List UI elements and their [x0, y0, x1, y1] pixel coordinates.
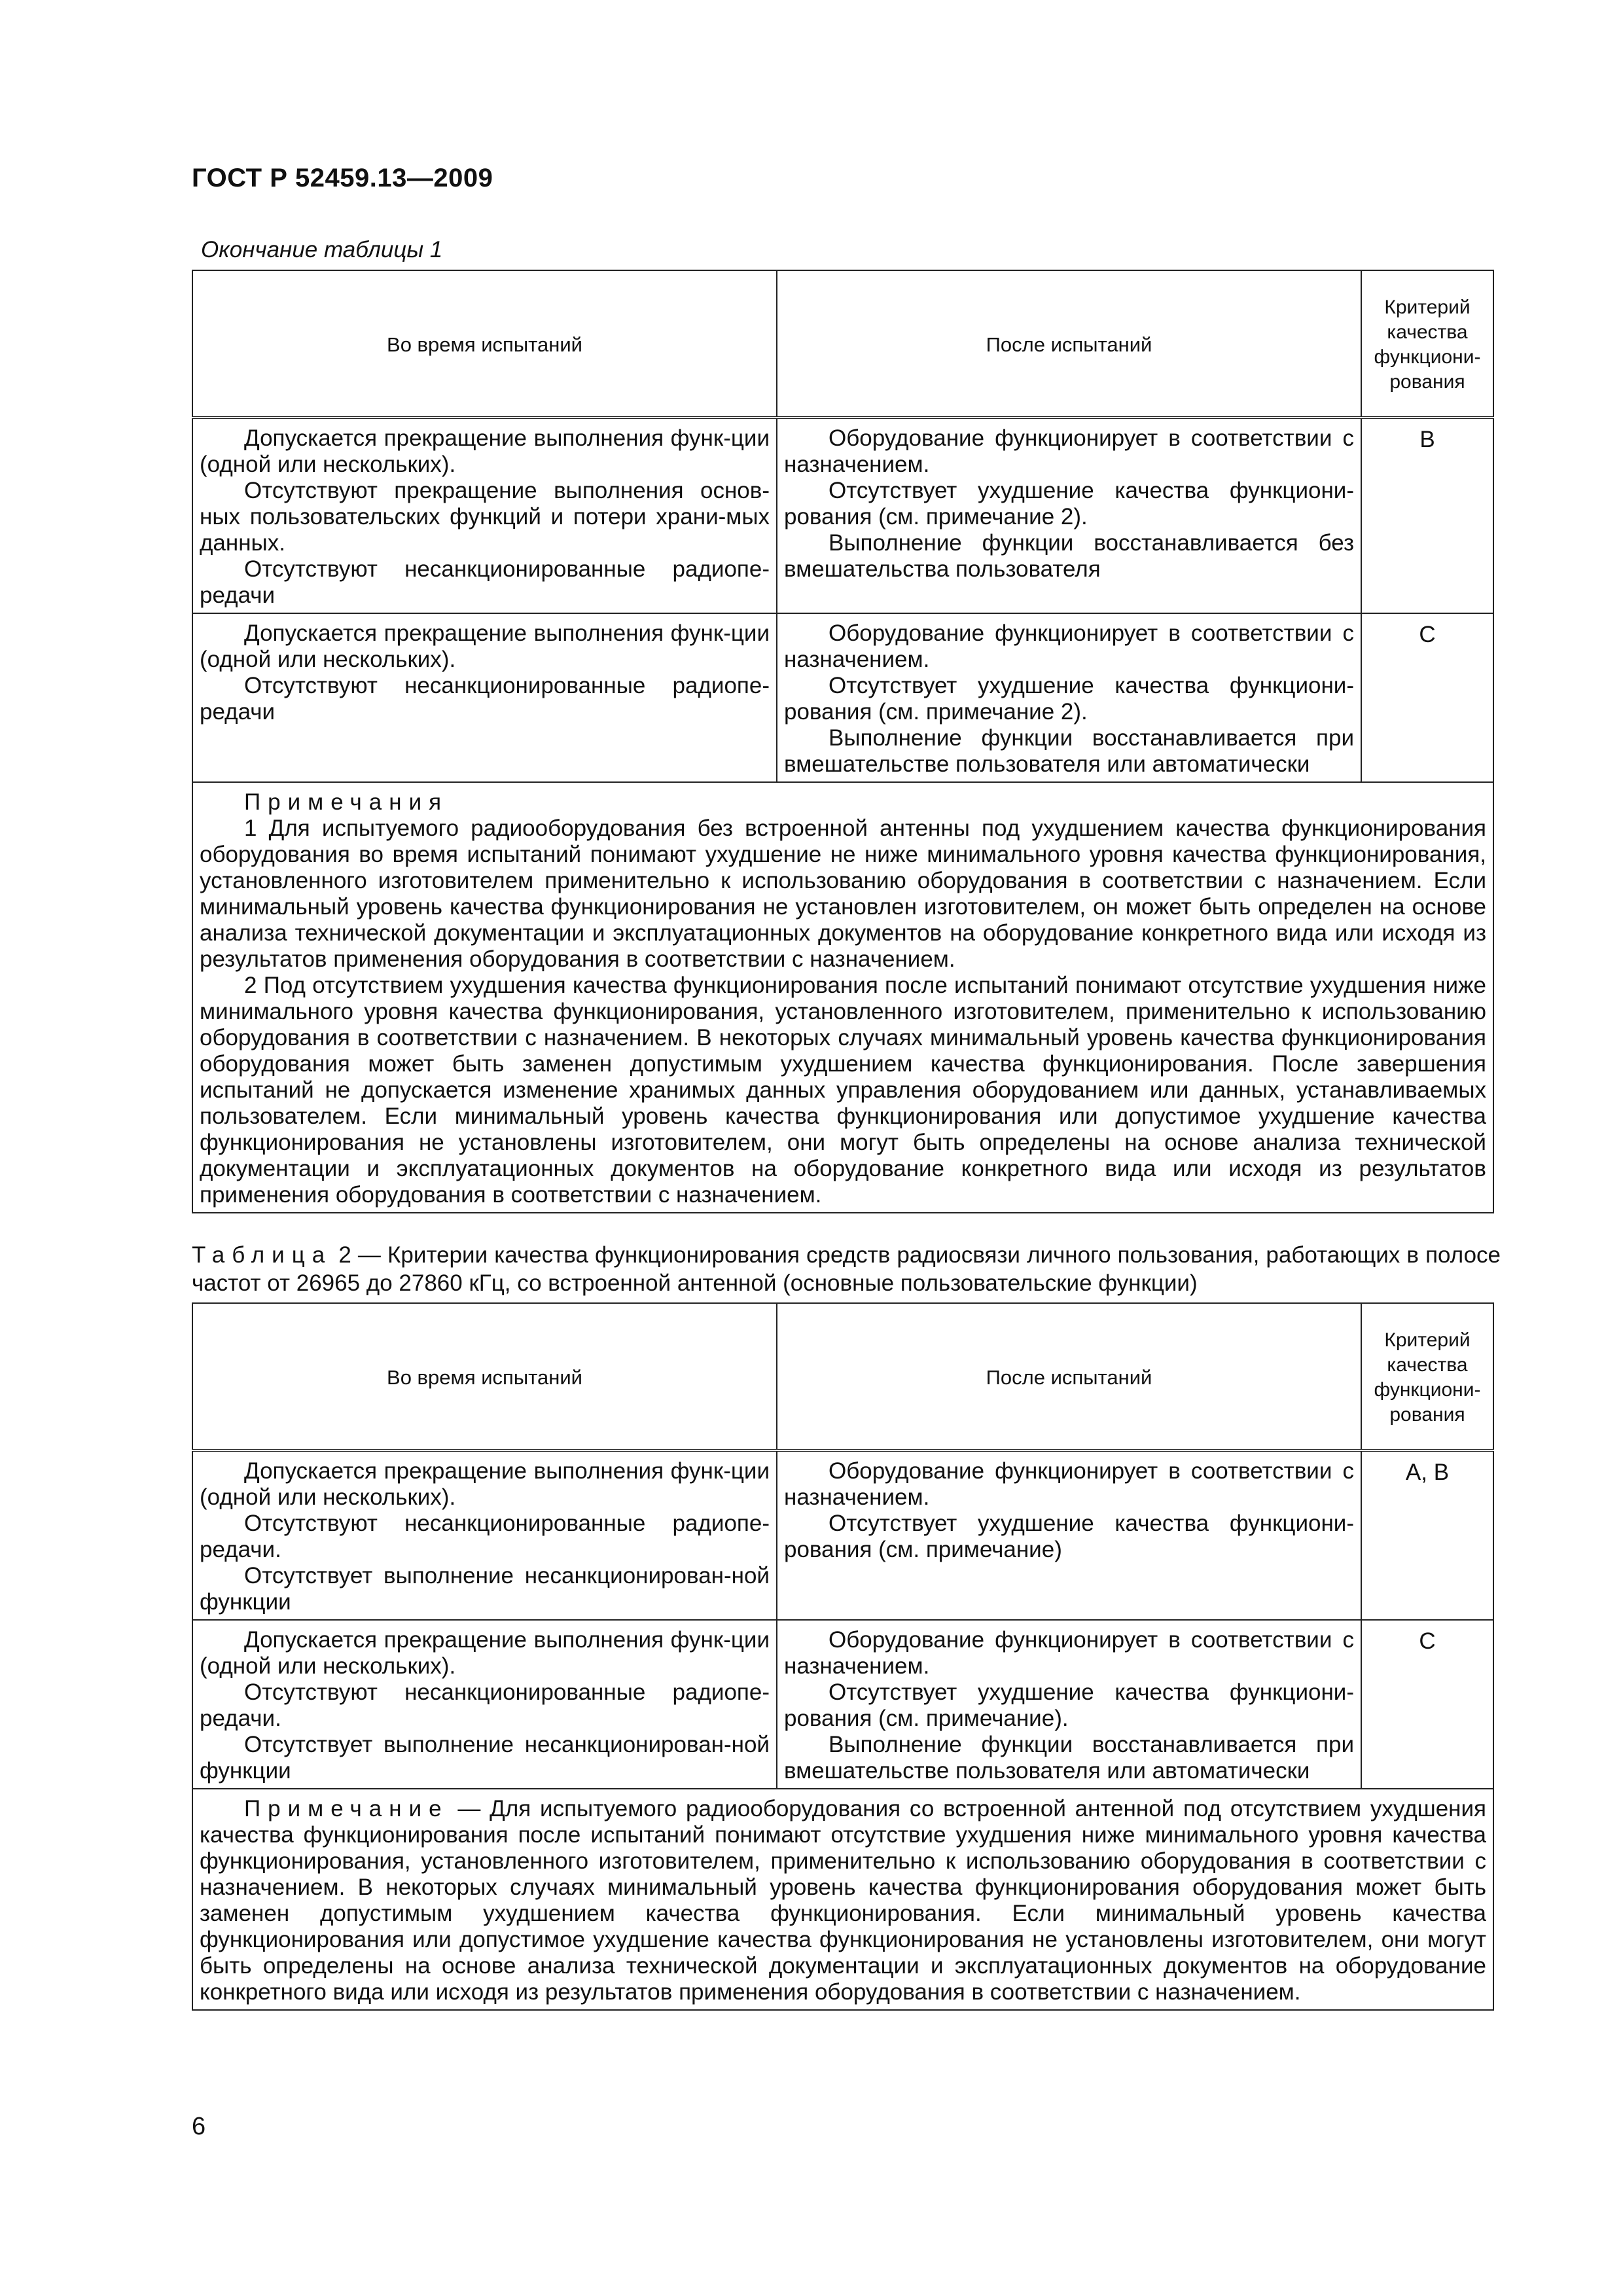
cell-during	[192, 1620, 777, 1789]
table1-header-row	[192, 270, 1493, 418]
table2-caption-text: 2 — Критерии качества функционирования средств радиосвязи личного пользования, работающих в полосе частот от 26965 до 27860 кГц, со встроенной антенной (основные пользовательские функции)	[192, 1242, 1501, 1296]
cell-paragraph: Оборудование функционирует в соответствии с назначением.	[784, 1627, 1354, 1679]
page-number: 6	[192, 2113, 206, 2140]
cell-paragraph: Оборудование функционирует в соответствии с назначением.	[784, 425, 1354, 477]
table-row	[192, 418, 1493, 613]
cell-paragraph: Отсутствует ухудшение качества функциони-рования (см. примечание 2).	[784, 478, 1354, 529]
table-row	[192, 613, 1493, 782]
table1-notes-row	[192, 782, 1493, 1213]
table-1	[192, 270, 1494, 1213]
cell-after	[777, 1620, 1361, 1789]
table2-header-row	[192, 1303, 1493, 1450]
cell-paragraph: Допускается прекращение выполнения функ-ции (одной или нескольких).	[200, 1627, 770, 1679]
cell-paragraph: Оборудование функционирует в соответствии с назначением.	[784, 1458, 1354, 1510]
column-header-after: После испытаний	[777, 1303, 1361, 1450]
cell-paragraph: Выполнение функции восстанавливается при вмешательстве пользователя или автоматически	[784, 725, 1354, 777]
cell-during	[192, 613, 777, 782]
notes-title: Примечания	[244, 789, 449, 815]
cell-paragraph: Отсутствуют несанкционированные радиопе-редачи	[200, 556, 770, 608]
cell-during	[192, 418, 777, 613]
table-2	[192, 1302, 1494, 2011]
cell-criterion: А, В	[1361, 1450, 1493, 1620]
cell-paragraph: Отсутствуют несанкционированные радиопе-редачи	[200, 673, 770, 725]
cell-paragraph: Отсутствует выполнение несанкционирован-ной функции	[200, 1732, 770, 1784]
table2-caption	[192, 1241, 1501, 1297]
document-code: ГОСТ Р 52459.13—2009	[192, 164, 493, 192]
table1-notes	[192, 782, 1493, 1213]
table2-note	[192, 1789, 1493, 2010]
column-header-after: После испытаний	[777, 270, 1361, 418]
cell-paragraph: Отсутствует выполнение несанкционирован-ной функции	[200, 1563, 770, 1615]
cell-criterion: С	[1361, 613, 1493, 782]
cell-during	[192, 1450, 777, 1620]
table2-caption-label: Таблица	[192, 1242, 332, 1268]
cell-criterion: В	[1361, 418, 1493, 613]
note-label: Примечание	[244, 1796, 449, 1821]
column-header-criterion: Критерий качества функциони-рования	[1361, 1303, 1493, 1450]
table-row	[192, 1450, 1493, 1620]
column-header-criterion: Критерий качества функциони-рования	[1361, 270, 1493, 418]
cell-paragraph: Отсутствуют несанкционированные радиопе-редачи.	[200, 1511, 770, 1562]
table-row	[192, 1620, 1493, 1789]
cell-after	[777, 418, 1361, 613]
table1-caption: Окончание таблицы 1	[201, 237, 443, 262]
cell-paragraph: Отсутствуют прекращение выполнения основ-ных пользовательских функций и потери храни-мых данных.	[200, 478, 770, 556]
cell-paragraph: Допускается прекращение выполнения функ-ции (одной или нескольких).	[200, 425, 770, 477]
cell-paragraph: Отсутствуют несанкционированные радиопе-редачи.	[200, 1679, 770, 1731]
table2-note-row	[192, 1789, 1493, 2010]
cell-paragraph: Выполнение функции восстанавливается при вмешательстве пользователя или автоматически	[784, 1732, 1354, 1784]
cell-paragraph: Выполнение функции восстанавливается без вмешательства пользователя	[784, 530, 1354, 582]
cell-after	[777, 1450, 1361, 1620]
cell-paragraph: Отсутствует ухудшение качества функциони-рования (см. примечание)	[784, 1511, 1354, 1562]
cell-paragraph: Допускается прекращение выполнения функ-ции (одной или нескольких).	[200, 620, 770, 672]
cell-paragraph: Отсутствует ухудшение качества функциони-рования (см. примечание).	[784, 1679, 1354, 1731]
cell-paragraph: Допускается прекращение выполнения функ-ции (одной или нескольких).	[200, 1458, 770, 1510]
column-header-during: Во время испытаний	[192, 1303, 777, 1450]
note-text: — Для испытуемого радиооборудования со встроенной антенной под отсутствием ухудшения качества функционирования после испытаний понимают отсутствие ухудшения ниже минимального уровня качества функционирования, установленного изготовителем, применительно к использованию оборудования в соответствии с назначением. В некоторых случаях минимальный уровень качества функционирования оборудования может быть заменен допустимым ухудшением качества функционирования. Если минимальный уровень качества функционирования или допустимое ухудшение качества функционирования не установлены изготовителем, они могут быть определены на основе анализа технической документации и эксплуатационных документов на оборудование конкретного вида или исходя из результатов применения оборудования в соответствии с назначением.	[200, 1796, 1486, 2005]
cell-after	[777, 613, 1361, 782]
note-1: 1 Для испытуемого радиооборудования без встроенной антенны под ухудшением качества функционирования оборудования во время испытаний понимают ухудшение не ниже минимального уровня качества функционирования, установленного изготовителем применительно к использованию оборудования в соответствии с назначением. Если минимальный уровень качества функционирования не установлен изготовителем, он может быть определен на основе анализа технической документации и эксплуатационных документов на оборудование конкретного вида или исходя из результатов применения оборудования в соответствии с назначением.	[200, 816, 1486, 972]
note-paragraph	[200, 1796, 1486, 2005]
note-2: 2 Под отсутствием ухудшения качества функционирования после испытаний понимают отсутствие ухудшения ниже минимального уровня качества функционирования, установленного изготовителем, применительно к использованию оборудования в соответствии с назначением. В некоторых случаях минимальный уровень качества функционирования оборудования может быть заменен допустимым ухудшением качества функционирования. После завершения испытаний не допускается изменение хранимых данных управления оборудованием или данных, устанавливаемых пользователем. Если минимальный уровень качества функционирования или допустимое ухудшение качества функционирования не установлены изготовителем, они могут быть определены на основе анализа технической документации и эксплуатационных документов на оборудование конкретного вида или исходя из результатов применения оборудования в соответствии с назначением.	[200, 973, 1486, 1208]
cell-paragraph: Отсутствует ухудшение качества функциони-рования (см. примечание 2).	[784, 673, 1354, 725]
column-header-during: Во время испытаний	[192, 270, 777, 418]
cell-paragraph: Оборудование функционирует в соответствии с назначением.	[784, 620, 1354, 672]
cell-criterion: С	[1361, 1620, 1493, 1789]
